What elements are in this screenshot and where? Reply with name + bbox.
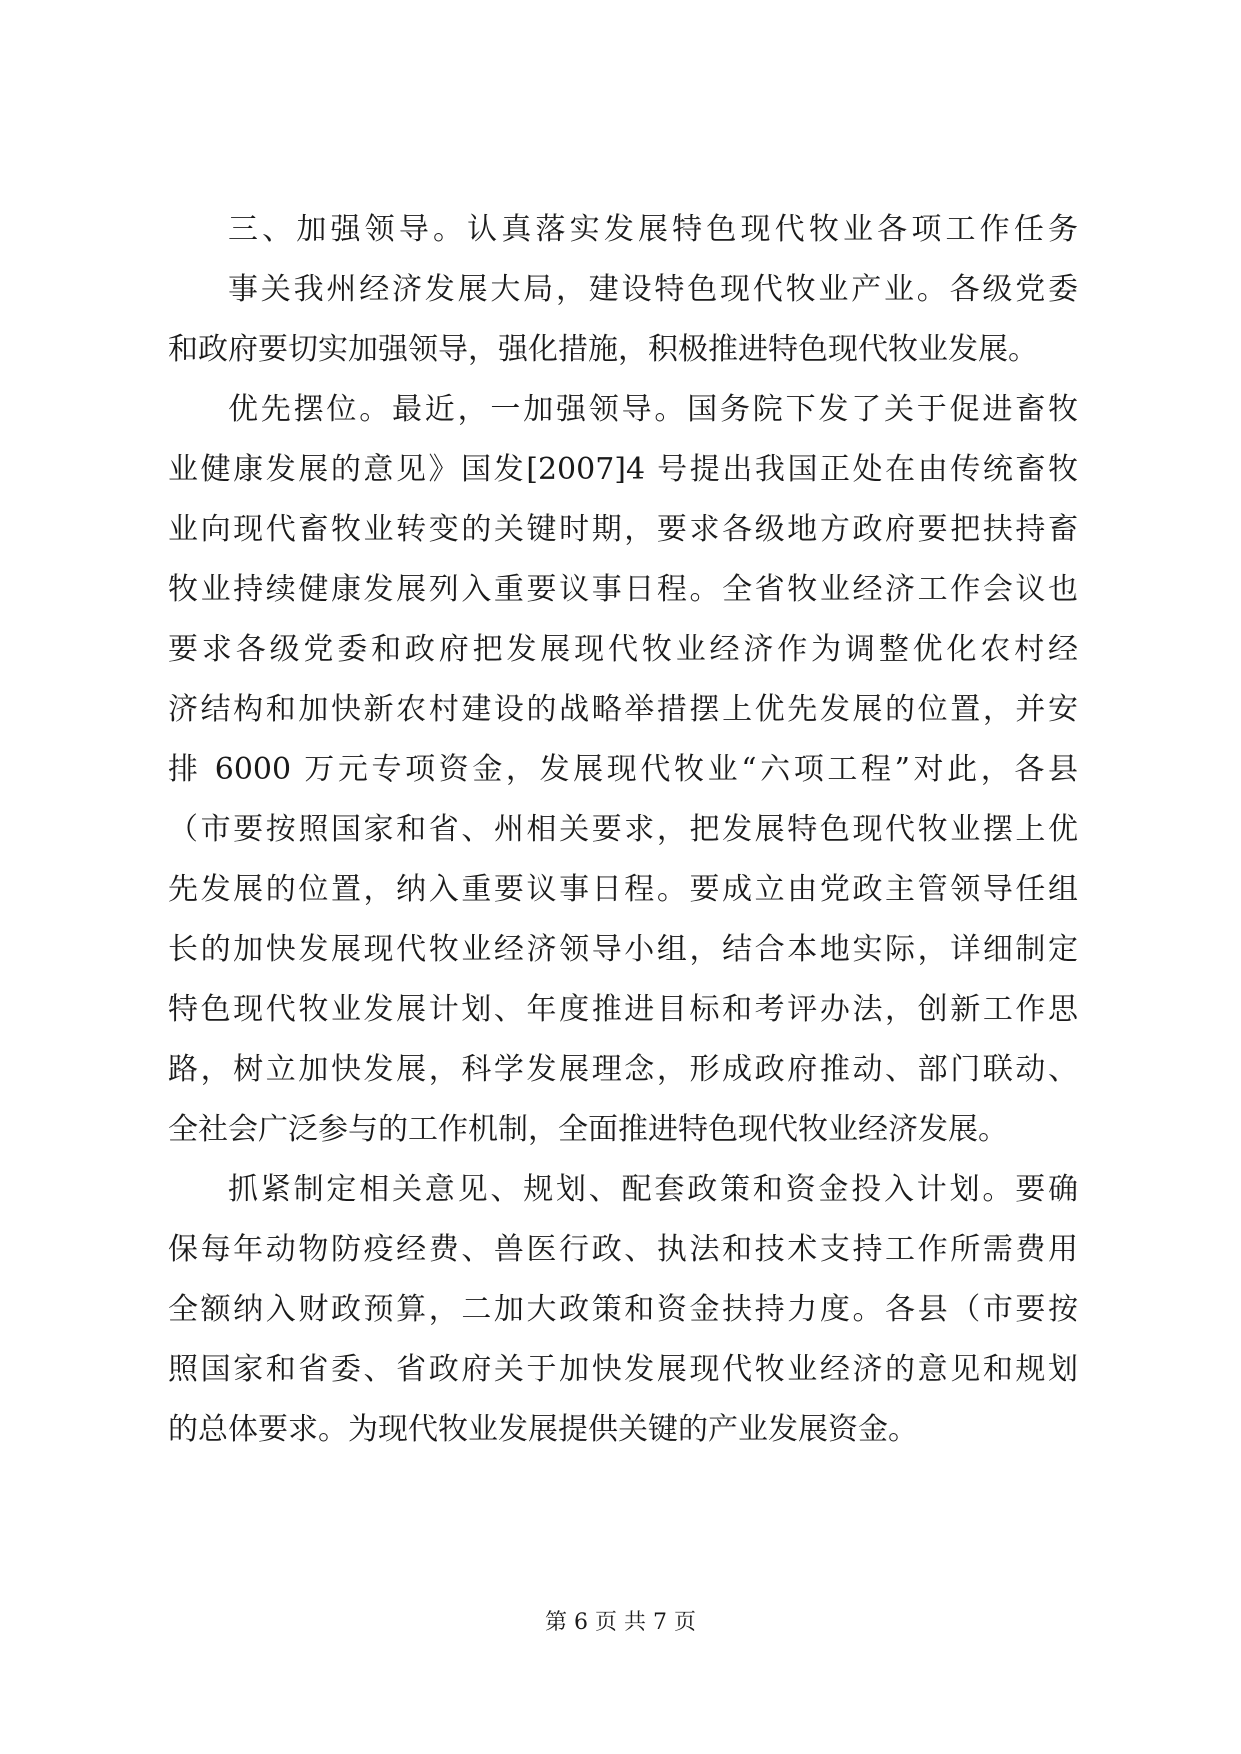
paragraph-line: 路，树立加快发展，科学发展理念，形成政府推动、部门联动、 [168, 1052, 1078, 1087]
paragraph-line: 排 6000 万元专项资金，发展现代牧业“六项工程”对此，各县 [168, 752, 1078, 787]
paragraph-line: 业向现代畜牧业转变的关键时期，要求各级地方政府要把扶持畜 [168, 512, 1078, 547]
paragraph-line: 长的加快发展现代牧业经济领导小组，结合本地实际，详细制定 [168, 932, 1078, 967]
page-number-footer: 第 6 页 共 7 页 [545, 1610, 696, 1635]
paragraph-line: 保每年动物防疫经费、兽医行政、执法和技术支持工作所需费用 [168, 1232, 1078, 1267]
paragraph-line: 要求各级党委和政府把发展现代牧业经济作为调整优化农村经 [168, 632, 1078, 667]
paragraph-line: 全社会广泛参与的工作机制，全面推进特色现代牧业经济发展。 [168, 1112, 1008, 1147]
paragraph-line: 业健康发展的意见》国发[2007]4 号提出我国正处在由传统畜牧 [168, 452, 1078, 487]
paragraph-line: （市要按照国家和省、州相关要求，把发展特色现代牧业摆上优 [168, 812, 1078, 847]
paragraph-line: 抓紧制定相关意见、规划、配套政策和资金投入计划。要确 [228, 1172, 1078, 1207]
paragraph-line: 全额纳入财政预算，二加大政策和资金扶持力度。各县（市要按 [168, 1292, 1078, 1327]
paragraph-line: 先发展的位置，纳入重要议事日程。要成立由党政主管领导任组 [168, 872, 1078, 907]
paragraph-line: 济结构和加快新农村建设的战略举措摆上优先发展的位置，并安 [168, 692, 1078, 727]
paragraph-line: 优先摆位。最近，一加强领导。国务院下发了关于促进畜牧 [228, 392, 1078, 427]
paragraph-line: 的总体要求。为现代牧业发展提供关键的产业发展资金。 [168, 1412, 918, 1447]
paragraph-line: 照国家和省委、省政府关于加快发展现代牧业经济的意见和规划 [168, 1352, 1078, 1387]
paragraph-line: 和政府要切实加强领导，强化措施，积极推进特色现代牧业发展。 [168, 332, 1038, 367]
paragraph-line: 特色现代牧业发展计划、年度推进目标和考评办法，创新工作思 [168, 992, 1078, 1027]
paragraph-line: 牧业持续健康发展列入重要议事日程。全省牧业经济工作会议也 [168, 572, 1078, 607]
paragraph-line: 三、加强领导。认真落实发展特色现代牧业各项工作任务 [228, 212, 1078, 247]
paragraph-line: 事关我州经济发展大局，建设特色现代牧业产业。各级党委 [228, 272, 1078, 307]
